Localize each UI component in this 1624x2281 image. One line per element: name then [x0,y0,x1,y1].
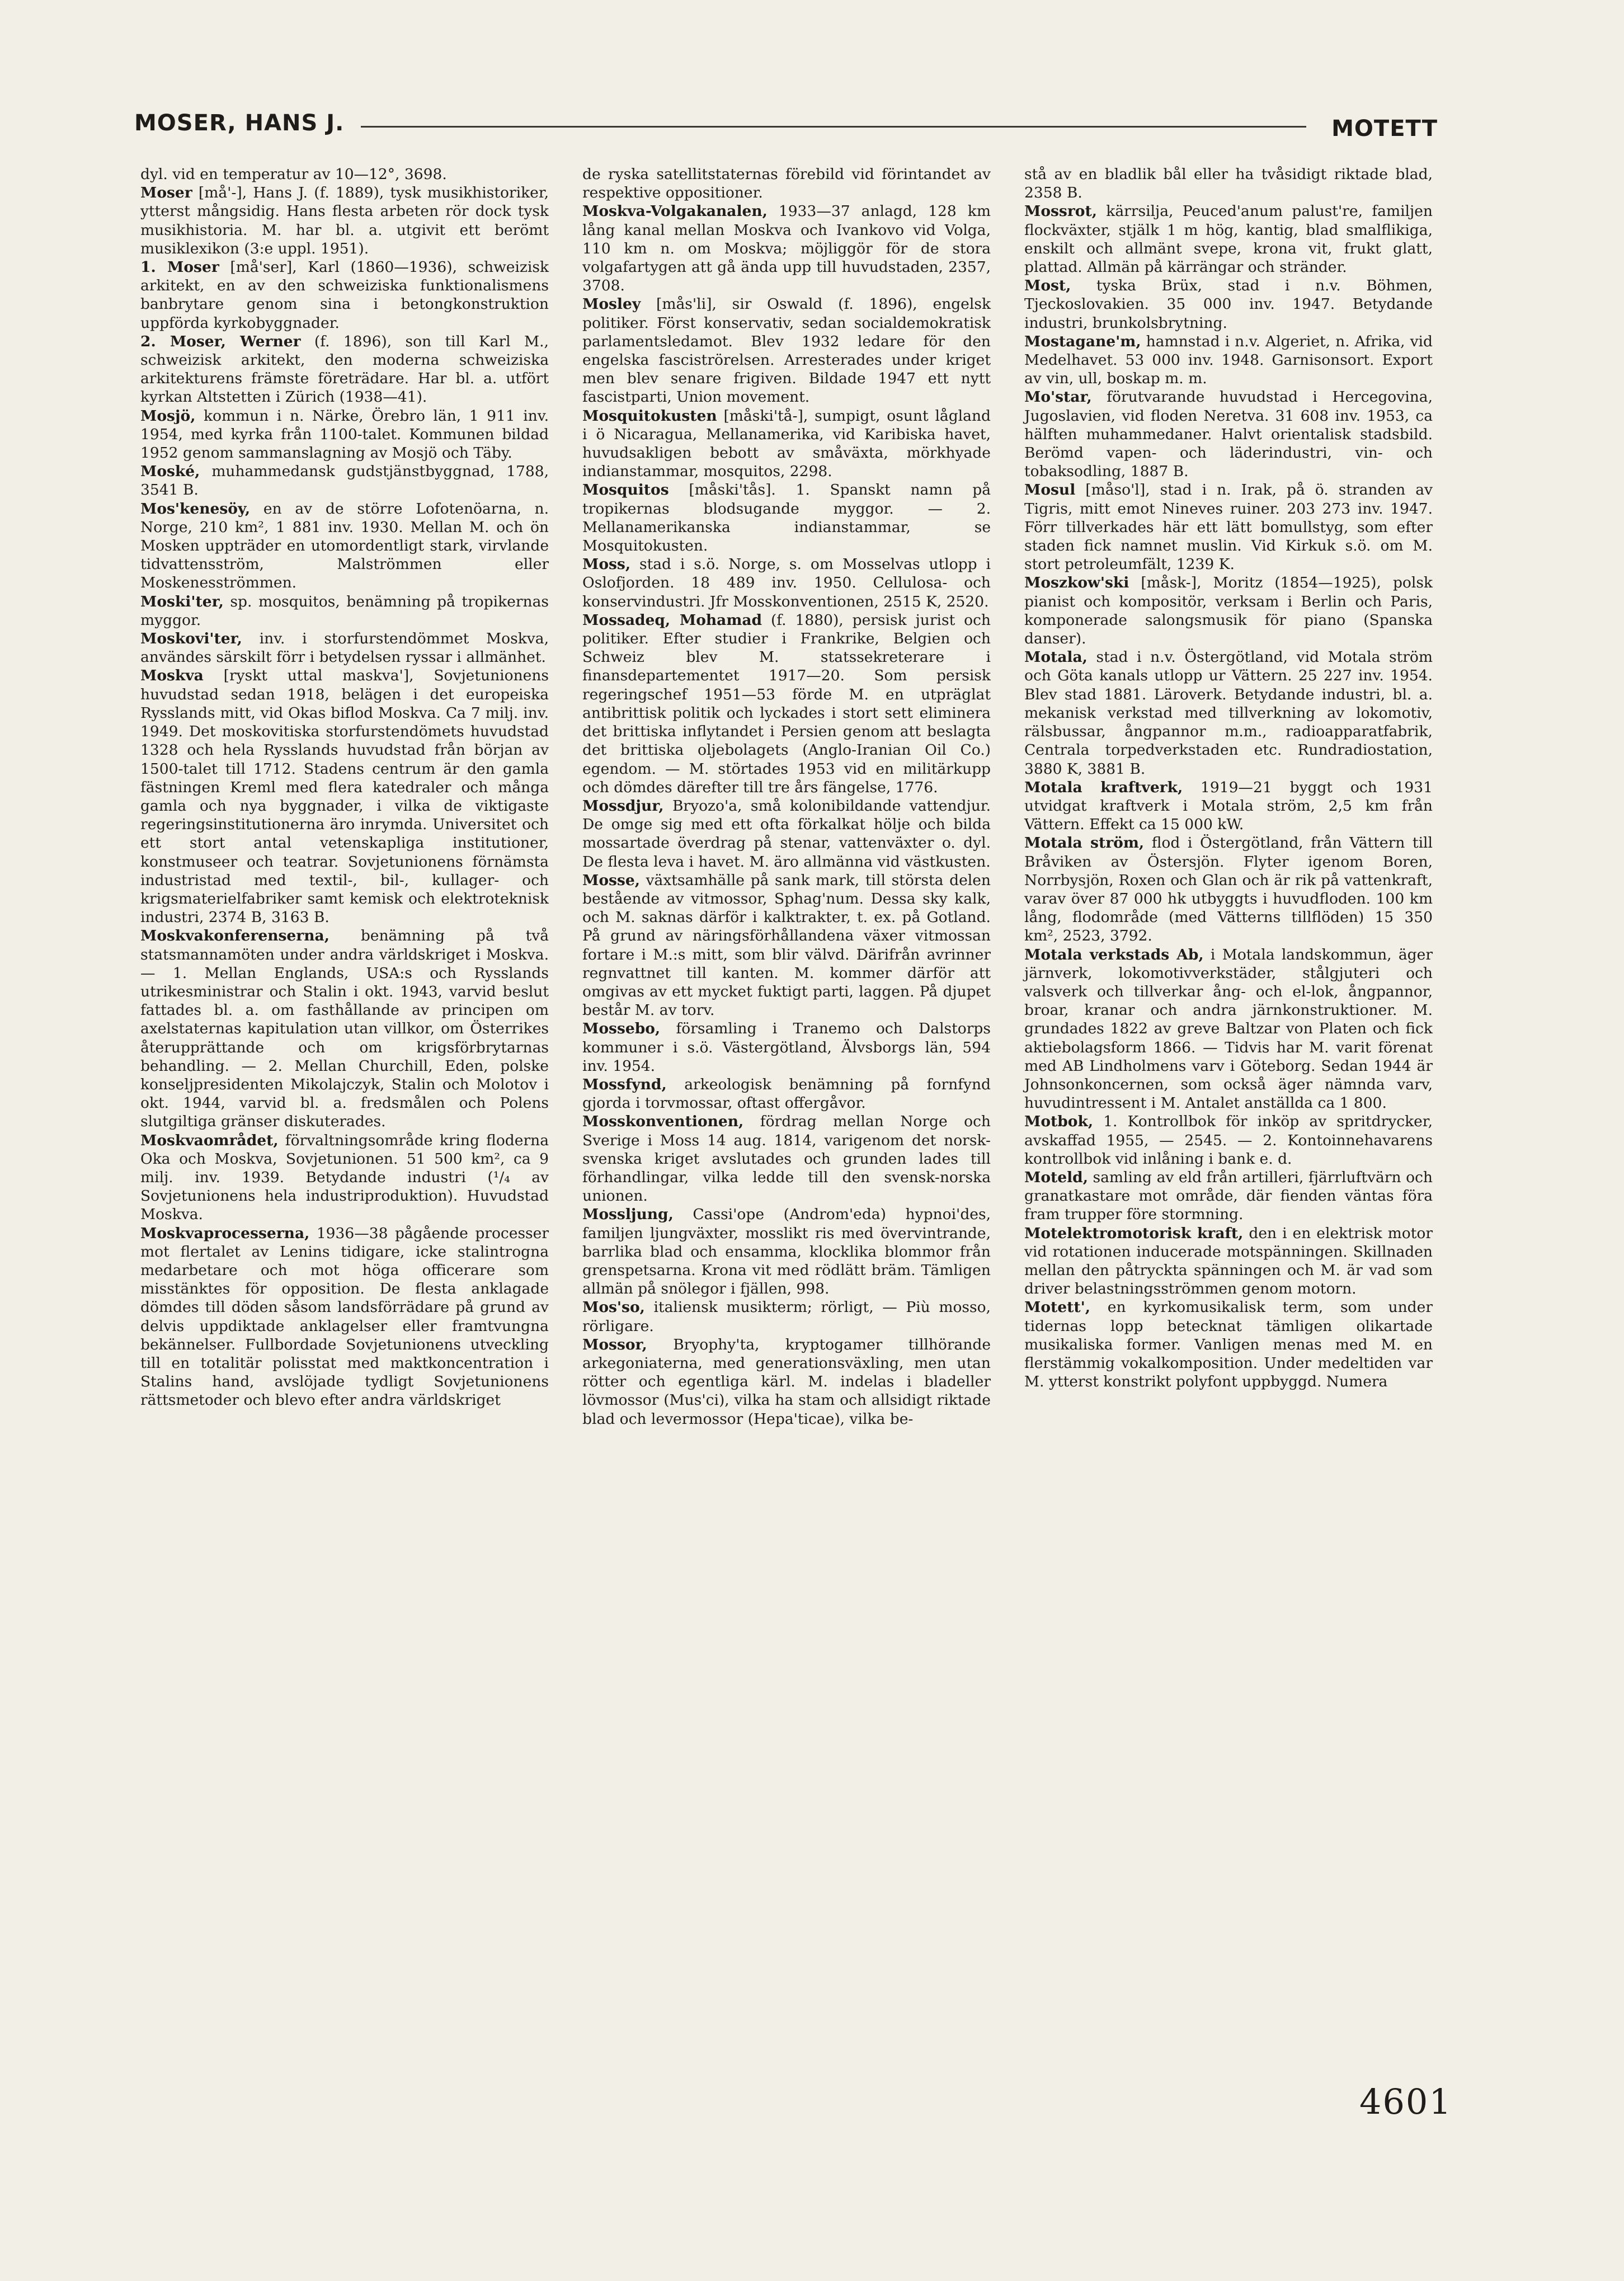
dictionary-entry [1024,946,1433,1113]
dictionary-entry [140,184,549,258]
dictionary-entry [1024,276,1433,332]
entry-text: 1919—21 byggt och 1931 utvidgat kraftverk i Motala ström, 2,5 km från Vättern. Effekt ca 15 000 kW. [1024,778,1433,834]
entry-headword: Moskvaprocesserna, [140,1224,310,1242]
entry-text: Cassi'ope (Androm'eda) hypnoi'des, familjen ljungväxter, mosslikt ris med övervintrande, barrlika blad och ensamma, klocklika blommor från grenspetsarna. Krona vit med rödlätt bräm. Tämligen allmän på snölegor i fjällen, 998. [582,1206,991,1298]
entry-text: hamnstad i n.v. Algeriet, n. Afrika, vid Medelhavet. 53 000 inv. 1948. Garnisonsort. Export av vin, ull, boskap m. m. [1024,332,1433,388]
entry-text: i Motala landskommun, äger järnverk, lokomotivverkstäder, stålgjuteri och valsverk och tillverkar ång- och el-lok, ångpannor, broar, kranar och andra järnkonstruktioner. M. grundades 1822 av greve Baltzar von Platen och fick aktiebolagsform 1866. — Tidvis har M. varit förenat med AB Lindholmens varv i Göteborg. Sedan 1944 är Johnsonkoncernen, som också äger nämnda varv, huvudintressent i M. Antalet anställda ca 1 800. [1024,946,1433,1112]
entry-text: tyska Brüx, stad i n.v. Böhmen, Tjeckoslovakien. 35 000 inv. 1947. Betydande industri, brunkolsbrytning. [1024,277,1433,332]
entry-headword: Mossebo, [582,1020,661,1038]
dictionary-entry [582,1335,991,1428]
dictionary-entry [1024,1168,1433,1224]
entry-headword: Mossrot, [1024,203,1097,220]
entry-headword: Mossdjur, [582,797,664,815]
entry-headword: Mosskonventionen, [582,1113,744,1131]
dictionary-entry [1024,332,1433,388]
entry-headword: Motett', [1024,1299,1090,1316]
entry-headword: Mostagane'm, [1024,332,1141,350]
dictionary-entry [582,1019,991,1075]
dictionary-entry [582,611,991,797]
dictionary-entry [582,1075,991,1112]
entry-headword: Moskva-Volgakanalen, [582,203,768,220]
entry-text: stå av en bladlik bål eller ha tvåsidigt riktade blad, 2358 B. [1024,166,1433,202]
entry-headword: Mossljung, [582,1206,674,1224]
dictionary-entry [140,666,549,926]
entry-text: 1933—37 anlagd, 128 km lång kanal mellan Moskva och Ivankovo vid Volga, 110 km n. om Moskva; möjliggör för de stora volgafartygen att gå ända upp till huvudstaden, 2357, 3708. [582,203,991,295]
text-column-3 [1024,165,1433,1391]
entry-text: en av de större Lofotenöarna, n. Norge, 210 km², 1 881 inv. 1930. Mellan M. och ön Mosken uppträder en utomordentligt stark, virvlande tidvattensström, Malströmmen eller Moskenesströmmen. [140,500,549,592]
dictionary-entry [140,407,549,463]
entry-headword: Mosul [1024,481,1076,499]
dictionary-entry [140,462,549,499]
text-column-1 [140,165,549,1410]
dictionary-entry [1024,388,1433,481]
dictionary-entry [140,629,549,666]
entry-headword: 2. Moser, Werner [140,332,301,350]
entry-text: förutvarande huvudstad i Hercegovina, Jugoslavien, vid floden Neretva. 31 608 inv. 1953, ca hälften muhammedaner. Halvt orientalisk stadsbild. Berömd vapen- och läderindustri, vin- och tobaksodling, 1887 B. [1024,388,1433,481]
entry-headword: Moski'ter, [140,592,224,610]
dictionary-entry [1024,834,1433,945]
entry-headword: Motala, [1024,648,1088,666]
entry-text: en kyrkomusikalisk term, som under tidernas lopp betecknat tämligen olikartade musikaliska former. Vanligen menas med M. en flerstämmig vokalkomposition. Under medeltiden var M. ytterst konstrikt polyfont uppbyggd. Numera [1024,1299,1433,1391]
dictionary-entry [582,1298,991,1335]
dictionary-entry [582,202,991,295]
entry-headword: 1. Moser [140,258,219,276]
dictionary-entry [140,258,549,332]
dictionary-entry [1024,165,1433,202]
entry-text: den i en elektrisk motor vid rotationen inducerade motspänningen. Skillnaden mellan den påtryckta spänningen och M. är vad som driver belastningsströmmen genom motorn. [1024,1224,1433,1298]
entry-headword: Motala verkstads Ab, [1024,946,1204,963]
entry-headword: Mossadeq, Mohamad [582,611,762,629]
entry-text: Bryophy'ta, kryptogamer tillhörande arkegoniaterna, med generationsväxling, men utan rötter och egentliga kärl. M. indelas i bladeller lövmossor (Mus'ci), vilka ha stam och allsidigt riktade blad och levermossor (Hepa'ticae), vilka be- [582,1335,991,1428]
running-head-last-word: MOTETT [1331,116,1438,142]
entry-text: (f. 1896), son till Karl M., schweizisk arkitekt, den moderna schweiziska arkitekturens främste företrädare. Har bl. a. utfört kyrkan Altstetten i Zürich (1938—41). [140,332,549,406]
dictionary-entry [582,481,991,555]
entry-text: 1936—38 pågående processer mot flertalet av Lenins tidigare, icke stalintrogna medarbetare och mot höga officerare som misstänktes för opposition. De flesta anklagade dömdes till döden såsom landsförrädare på grund av delvis uppdiktade anklagelser eller framtvungna bekännelser. Fullbordade Sovjetunionens utveckling till en totalitär polisstat med maktkoncentration i Stalins hand, avslöjade tydligt Sovjetunionens rättsmetoder och blevo efter andra världskriget [140,1224,549,1409]
entry-headword: Moszkow'ski [1024,574,1129,592]
dictionary-entry [582,871,991,1020]
entry-text: kärrsilja, Peuced'anum palust're, familjen flockväxter, stjälk 1 m hög, kantig, blad smalflikiga, enskilt och allmänt svepe, krona vit, frukt glatt, plattad. Allmän på kärrängar och stränder. [1024,203,1433,276]
dictionary-entry [582,1112,991,1205]
entry-headword: Motbok, [1024,1113,1094,1131]
entry-headword: Mo'star, [1024,388,1092,406]
entry-text: arkeologisk benämning på fornfynd gjorda i torvmossar, oftast offergåvor. [582,1075,991,1112]
dictionary-entry [582,797,991,871]
entry-text: församling i Tranemo och Dalstorps kommuner i s.ö. Västergötland, Älvsborgs län, 594 inv. 1954. [582,1020,991,1075]
entry-headword: Moskvakonferenserna, [140,927,329,945]
entry-text: [måsk-], Moritz (1854—1925), polsk pianist och kompositör, verksam i Berlin och Paris, komponerade salongsmusik för piano (Spanska danser). [1024,574,1433,648]
dictionary-entry [1024,202,1433,276]
entry-text: dyl. vid en temperatur av 10—12°, 3698. [140,166,447,183]
text-column-2 [582,165,991,1428]
dictionary-entry [140,592,549,629]
entry-headword: Motala kraftverk, [1024,778,1183,796]
entry-text: [mås'li], sir Oswald (f. 1896), engelsk politiker. Först konservativ, sedan socialdemokratisk parlamentsledamot. Blev 1932 ledare för den engelska fasciströrelsen. Arresterades under kriget men blev senare frigiven. Bildade 1947 ett nytt fascistparti, Union movement. [582,295,991,406]
entry-text: fördrag mellan Norge och Sverige i Moss 14 aug. 1814, varigenom det norsk-svenska kriget avslutades och grunden lades till förhandlingar, vilka ledde till den svensk-norska unionen. [582,1113,991,1205]
entry-text: [ryskt uttal maskva'], Sovjetunionens huvudstad sedan 1918, belägen i det europeiska Rysslands mitt, vid Okas biflod Moskva. Ca 7 milj. inv. 1949. Det moskovitiska storfurstendömets huvudstad 1328 och hela Rysslands huvudstad från början av 1500-talet till 1712. Stadens centrum är den gamla fästningen Kreml med flera katedraler och många gamla och nya byggnader, i vilka de viktigaste regeringsinstitutionerna äro inrymda. Universitet och ett stort antal vetenskapliga institutioner, konstmuseer och teatrar. Sovjetunionens förnämsta industristad med textil-, bil-, kullager- och krigsmaterielfabriker samt kemisk och elektroteknisk industri, 2374 B, 3163 B. [140,667,549,926]
entry-text: samling av eld från artilleri, fjärrluftvärn och granatkastare mot område, där fienden väntas föra fram trupper före stormning. [1024,1168,1433,1224]
dictionary-entry [140,500,549,592]
entry-text: växtsamhälle på sank mark, till största delen bestående av vitmossor, Sphag'num. Dessa sky kalk, och M. saknas därför i kalktrakter, t. ex. på Gotland. På grund av näringsförhållandena växer vitmossan fortare i M.:s mitt, som blir välvd. Därifrån avrinner regnvattnet till kanten. M. kommer därför att omgivas av ett mycket fuktigt parti, laggen. På djupet består M. av torv. [582,871,991,1019]
entry-text: de ryska satellitstaternas förebild vid förintandet av respektive oppositioner. [582,166,991,202]
dictionary-entry [1024,1112,1433,1168]
dictionary-entry [582,407,991,481]
dictionary-entry [1024,778,1433,834]
entry-headword: Mossor, [582,1335,647,1353]
entry-headword: Mosjö, [140,407,196,425]
entry-text: [måski'tå-], sumpigt, osunt lågland i ö Nicaragua, Mellanamerika, vid Karibiska havet, huvudsakligen bebott av småväxta, mörkhyade indianstammar, mosquitos, 2298. [582,407,991,481]
dictionary-entry [140,1131,549,1224]
dictionary-entry [582,555,991,611]
entry-text: Bryozo'a, små kolonibildande vattendjur. De omge sig med ett ofta förkalkat hölje och bilda mossartade överdrag på stenar, vattenväxter o. dyl. De flesta leva i havet. M. äro allmänna vid västkusten. [582,797,991,871]
dictionary-entry [1024,573,1433,648]
dictionary-entry [582,1205,991,1298]
page-number: 4601 [1359,2081,1452,2122]
entry-headword: Mosse, [582,871,640,889]
entry-headword: Moskovi'ter, [140,630,242,648]
entry-headword: Most, [1024,277,1071,295]
entry-headword: Motala ström, [1024,834,1145,852]
dictionary-entry [140,165,549,184]
dictionary-entry [1024,1224,1433,1299]
entry-text: [måski'tås]. 1. Spanskt namn på tropikernas blodsugande myggor. — 2. Mellanamerikanska indianstammar, se Mosquitokusten. [582,481,991,555]
entry-headword: Mosquitokusten [582,407,717,425]
entry-text: (f. 1880), persisk jurist och politiker. Efter studier i Frankrike, Belgien och Schweiz blev M. statssekreterare i finansdepartementet 1917—20. Som persisk regeringschef 1951—53 förde M. en utpräglat antibrittisk politik och lyckades i stort sett eliminera det brittiska inflytandet i Persien genom att beslagta det brittiska oljebolagets (Anglo-Iranian Oil Co.) egendom. — M. störtades 1953 vid en militärkupp och dömdes därefter till tre års fängelse, 1776. [582,611,991,796]
entry-text: inv. i storfurstendömmet Moskva, användes särskilt förr i betydelsen ryssar i allmänhet. [140,630,549,666]
entry-text: [må'-], Hans J. (f. 1889), tysk musikhistoriker, ytterst mångsidig. Hans flesta arbeten rör dock tysk musikhistoria. M. har bl. a. utgivit ett berömt musiklexikon (3:e uppl. 1951). [140,184,549,257]
entry-text: sp. mosquitos, benämning på tropikernas myggor. [140,592,549,629]
entry-text: 1. Kontrollbok för inköp av spritdrycker, avskaffad 1955, — 2545. — 2. Kontoinnehavarens kontrollbok vid inlåning i bank e. d. [1024,1113,1433,1168]
dictionary-entry [1024,648,1433,778]
entry-text: [må'ser], Karl (1860—1936), schweizisk arkitekt, en av den schweiziska funktionalismens banbrytare genom sina i betongkonstruktion uppförda kyrkobyggnader. [140,258,549,332]
entry-headword: Mosley [582,295,641,313]
entry-text: benämning på två statsmannamöten under andra världskriget i Moskva. — 1. Mellan Englands, USA:s och Rysslands utrikesministrar och Stalin i okt. 1943, varvid beslut fattades bl. a. om fasthållande av principen om axelstaternas kapitulation utan villkor, om Österrikes återupprättande och om krigsförbrytarnas behandling. — 2. Mellan Churchill, Eden, polske konseljpresidenten Mikolajczyk, Stalin och Molotov i okt. 1944, varvid bl. a. fredsmålen och Polens slutgiltiga gränser diskuterades. [140,927,549,1131]
entry-headword: Moskva [140,667,204,685]
entry-text: kommun i n. Närke, Örebro län, 1 911 inv. 1954, med kyrka från 1100-talet. Kommunen bildad 1952 genom sammanslagning av Mosjö och Täby. [140,407,549,462]
entry-headword: Moskvaområdet, [140,1131,279,1149]
entry-text: stad i s.ö. Norge, s. om Mosselvas utlopp i Oslofjorden. 18 489 inv. 1950. Cellulosa- och konservindustri. Jfr Mosskonventionen, 2515 K, 2520. [582,556,991,610]
entry-headword: Mosquitos [582,481,669,499]
entry-headword: Motelektromotorisk kraft, [1024,1224,1244,1242]
entry-headword: Mossfynd, [582,1075,667,1093]
dictionary-entry [1024,1298,1433,1391]
dictionary-entry [140,332,549,407]
entry-text: muhammedansk gudstjänstbyggnad, 1788, 3541 B. [140,463,549,499]
dictionary-entry [1024,481,1433,573]
running-head-first-word: MOSER, HANS J. [134,110,345,136]
entry-headword: Moteld, [1024,1168,1088,1186]
entry-headword: Moser [140,184,192,202]
header-rule [361,126,1306,128]
entry-text: stad i n.v. Östergötland, vid Motala ström och Göta kanals utlopp ur Vättern. 25 227 inv. 1954. Blev stad 1881. Läroverk. Betydande industri, bl. a. mekanisk verkstad med tillverkning av lokomotiv, rälsbussar, ångpannor m.m., radioapparatfabrik, Centrala torpedverkstaden etc. Rundradiostation, 3880 K, 3881 B. [1024,648,1433,778]
entry-headword: Mos'so, [582,1299,645,1316]
dictionary-entry [140,1224,549,1410]
entry-text: flod i Östergötland, från Vättern till Bråviken av Östersjön. Flyter igenom Boren, Norrbysjön, Roxen och Glan och är rik på vattenkraft, varav över 87 000 hk utbyggts i huvudfloden. 100 km lång, flodområde (med Vätterns tillflöden) 15 350 km², 2523, 3792. [1024,834,1433,945]
entry-text: [måso'l], stad i n. Irak, på ö. stranden av Tigris, mitt emot Nineves ruiner. 203 273 inv. 1947. Förr tillverkades här ett lätt bomullstyg, som efter staden fick namnet muslin. Vid Kirkuk s.ö. om M. stort petroleumfält, 1239 K. [1024,481,1433,573]
entry-text: förvaltningsområde kring floderna Oka och Moskva, Sovjetunionen. 51 500 km², ca 9 milj. inv. 1939. Betydande industri (¹/₄ av Sovjetunionens hela industriproduktion). Huvudstad Moskva. [140,1131,549,1224]
dictionary-entry [582,165,991,202]
dictionary-entry [582,295,991,406]
entry-headword: Moss, [582,556,631,573]
entry-headword: Moské, [140,463,200,481]
page-header [134,112,1438,145]
dictionary-entry [140,926,549,1131]
entry-headword: Mos'kenesöy, [140,500,251,518]
entry-text: italiensk musikterm; rörligt, — Più mosso, rörligare. [582,1299,991,1335]
